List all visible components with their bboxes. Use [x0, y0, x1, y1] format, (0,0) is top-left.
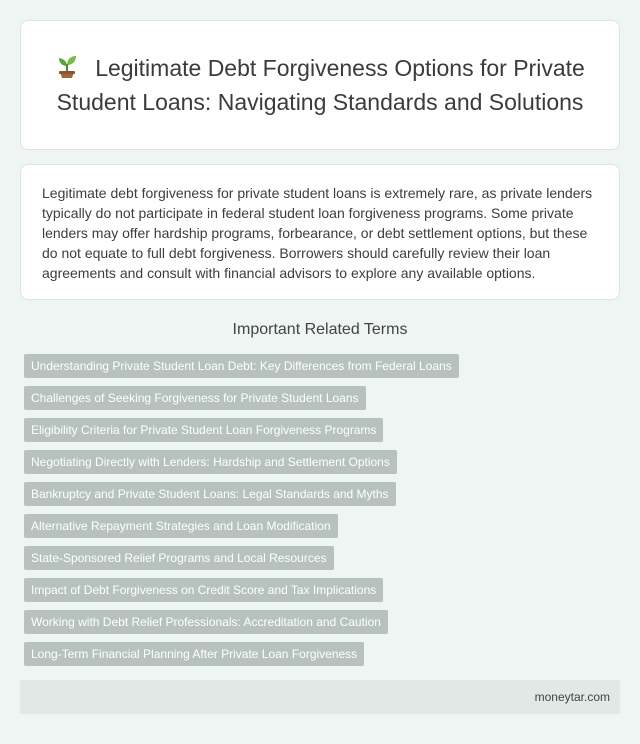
title-card — [20, 20, 620, 150]
related-term-tag[interactable]: Bankruptcy and Private Student Loans: Legal Standards and Myths — [24, 482, 396, 506]
related-terms-heading: Important Related Terms — [232, 321, 408, 338]
page-title-text: Legitimate Debt Forgiveness Options for Private Student Loans: Navigating Standards and Solutions — [56, 54, 585, 115]
related-terms-list — [24, 354, 459, 674]
related-term-tag[interactable]: Working with Debt Relief Professionals: Accreditation and Caution — [24, 610, 388, 634]
summary-card — [20, 164, 620, 300]
related-term-tag[interactable]: Impact of Debt Forgiveness on Credit Score and Tax Implications — [24, 578, 383, 602]
footer-bar — [20, 680, 620, 714]
related-term-tag[interactable]: State-Sponsored Relief Programs and Local Resources — [24, 546, 334, 570]
related-term-tag[interactable]: Understanding Private Student Loan Debt: Key Differences from Federal Loans — [24, 354, 459, 378]
footer-site-link[interactable]: moneytar.com — [534, 690, 610, 704]
sprout-icon — [55, 53, 79, 87]
page-title — [21, 53, 619, 118]
related-term-tag[interactable]: Challenges of Seeking Forgiveness for Private Student Loans — [24, 386, 366, 410]
summary-text: Legitimate debt forgiveness for private student loans is extremely rare, as private lenders typically do not participate in federal student loan forgiveness programs. Some private lenders may offer hardship programs, forbearance, or debt settlement options, but these do not equate to full debt forgiveness. Borrowers should carefully review their loan agreements and consult with financial advisors to explore any available options. — [42, 185, 593, 281]
related-term-tag[interactable]: Long-Term Financial Planning After Private Loan Forgiveness — [24, 642, 364, 666]
related-term-tag[interactable]: Negotiating Directly with Lenders: Hardship and Settlement Options — [24, 450, 397, 474]
related-term-tag[interactable]: Eligibility Criteria for Private Student Loan Forgiveness Programs — [24, 418, 383, 442]
related-term-tag[interactable]: Alternative Repayment Strategies and Loan Modification — [24, 514, 338, 538]
